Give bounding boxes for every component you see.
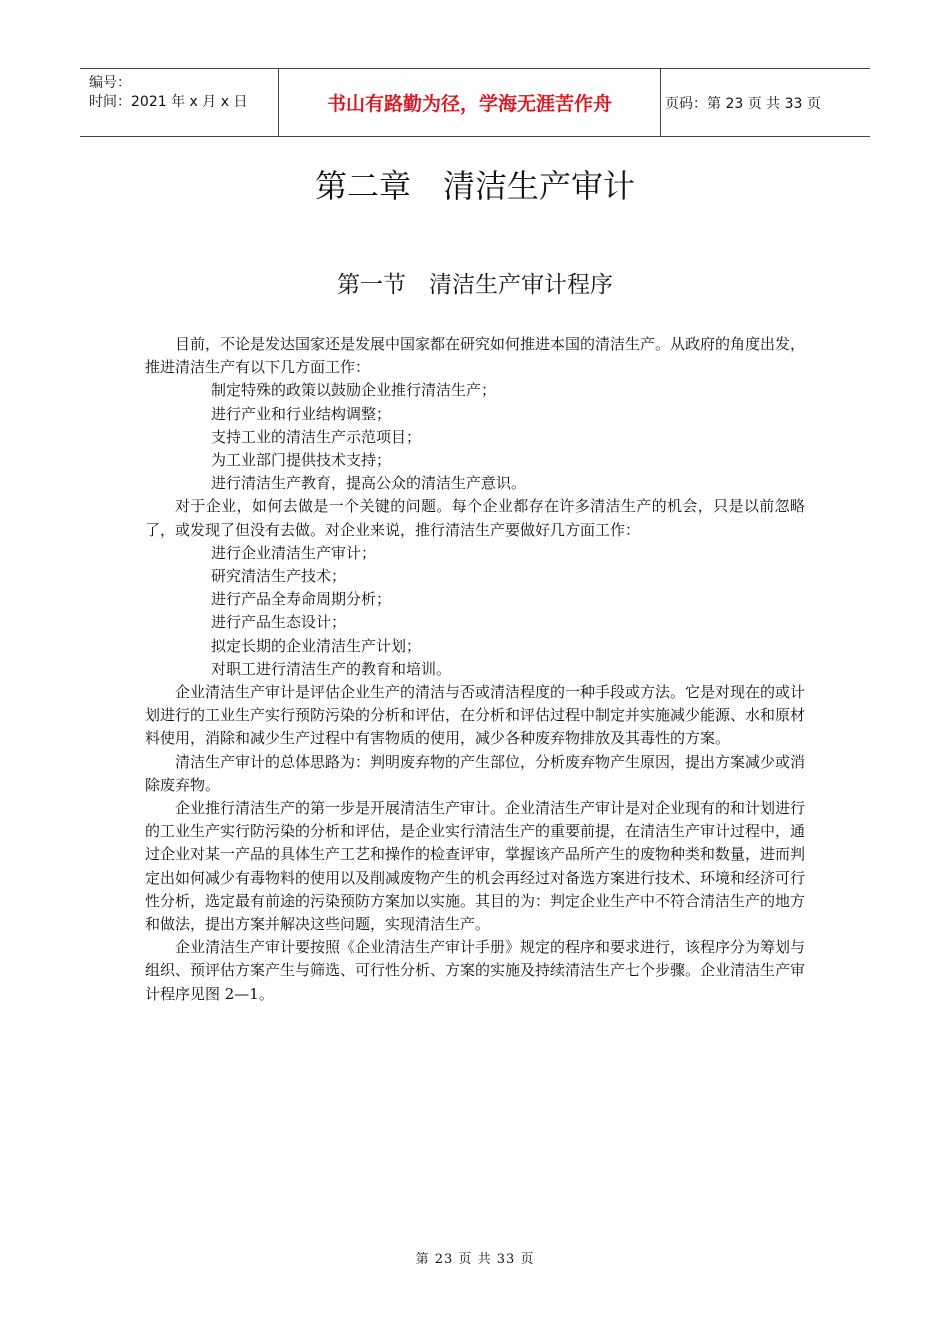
list-item: 拟定长期的企业清洁生产计划； <box>211 636 422 655</box>
document-body <box>145 333 805 1006</box>
list-item: 进行产品全寿命周期分析； <box>211 590 392 609</box>
header-page-info: 页码：第 23 页 共 33 页 <box>665 95 821 112</box>
section-title: 第一节 清洁生产审计程序 <box>337 272 613 298</box>
list-item: 进行清洁生产教育，提高公众的清洁生产意识。 <box>211 474 527 493</box>
paragraph-audit-definition: 企业清洁生产审计是评估企业生产的清洁与否或清洁程度的一种手段或方法。它是对现在的或计划进行的工业生产实行预防污染的分析和评估，在分析和评估过程中制定并实施减少能源、水和原材料使用，消除和减少生产过程中有害物质的使用，减少各种废弃物排放及其毒性的方案。 <box>145 683 806 748</box>
page-footer: 第 23 页 共 33 页 <box>415 1252 535 1267</box>
list-item: 进行企业清洁生产审计； <box>211 543 377 562</box>
header-page-cell <box>661 69 870 136</box>
paragraph-audit-procedure: 企业清洁生产审计要按照《企业清洁生产审计手册》规定的程序和要求进行，该程序分为筹划与组织、预评估方案产生与筛选、可行性分析、方案的实施及持续清洁生产七个步骤。企业清洁生产审计程序见图 2—1。 <box>145 938 806 1003</box>
list-item: 对职工进行清洁生产的教育和培训。 <box>211 659 452 678</box>
list-item: 制定特殊的政策以鼓励企业推行清洁生产； <box>211 381 497 400</box>
paragraph-enterprise-intro: 对于企业，如何去做是一个关键的问题。每个企业都存在许多清洁生产的机会，只是以前忽略了，或发现了但没有去做。对企业来说，推行清洁生产要做好几方面工作： <box>145 497 805 539</box>
paragraph-audit-first-step: 企业推行清洁生产的第一步是开展清洁生产审计。企业清洁生产审计是对企业现有的和计划进行的工业生产实行防污染的分析和评估，是企业实行清洁生产的重要前提，在清洁生产审计过程中，通过企业对某一产品的具体生产工艺和操作的检查评审，掌握该产品所产生的废物种类和数量，进而判定出如何减少有毒物料的使用以及削减废物产生的机会再经过对备选方案进行技术、环境和经济可行性分析，选定最有前途的污染预防方案加以实施。其目的为：判定企业生产中不符合清洁生产的地方和做法，提出方案并解决这些问题，实现清洁生产。 <box>145 799 806 934</box>
header-motto: 书山有路勤为径，学海无涯苦作舟 <box>326 93 612 115</box>
list-item: 进行产业和行业结构调整； <box>211 404 392 423</box>
paragraph-government-intro: 目前，不论是发达国家还是发展中国家都在研究如何推进本国的清洁生产。从政府的角度出发，推进清洁生产有以下几方面工作： <box>145 335 806 377</box>
list-item: 研究清洁生产技术； <box>211 567 347 586</box>
paragraph-audit-approach: 清洁生产审计的总体思路为：判明废弃物的产生部位，分析废弃物产生原因，提出方案减少或消除废弃物。 <box>145 752 806 794</box>
page-header <box>80 68 870 137</box>
chapter-title: 第二章 清洁生产审计 <box>314 167 635 205</box>
document-number-label: 编号： <box>89 75 131 91</box>
list-item: 为工业部门提供技术支持； <box>211 451 392 470</box>
list-item: 进行产品生态设计； <box>211 613 347 632</box>
list-item: 支持工业的清洁生产示范项目； <box>211 427 422 446</box>
header-meta-cell <box>80 69 279 136</box>
header-motto-cell <box>279 69 661 136</box>
document-date-label: 时间：2021 年 x 月 x 日 <box>89 94 248 110</box>
